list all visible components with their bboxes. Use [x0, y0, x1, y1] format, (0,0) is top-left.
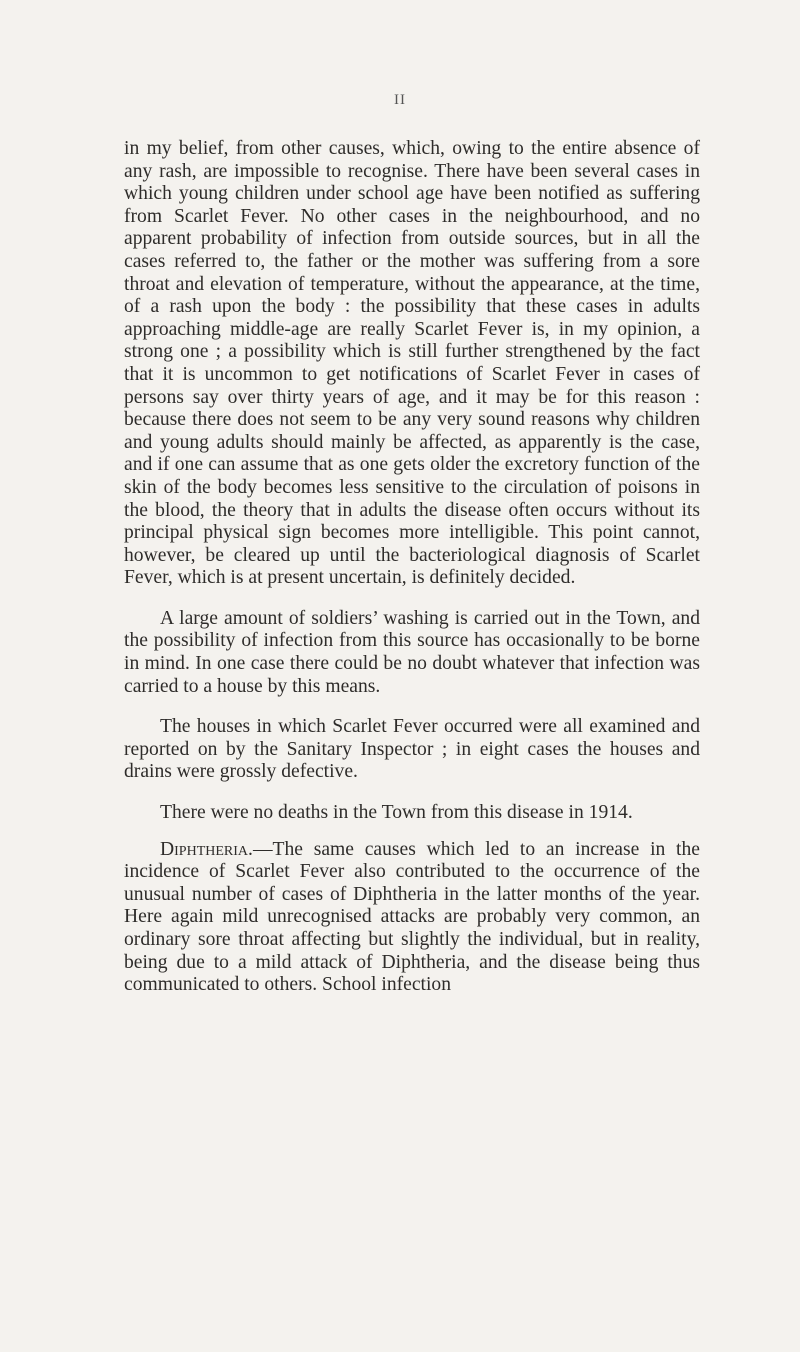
paragraph-no-deaths: There were no deaths in the Town from this disease in 1914. — [160, 802, 633, 824]
page-number: II — [394, 92, 406, 108]
paragraph-soldiers-washing: A large amount of soldiers’ washing is carried out in the Town, and the possibility of infection from this source has occasionally to be borne in mind. In one case there could be no doubt whatever that infection was carried to a house by this means. — [124, 607, 700, 697]
diphtheria-heading: Diphtheria. — [160, 838, 253, 860]
paragraph-diphtheria — [124, 839, 700, 997]
paragraph-scarlet-fever-theory: in my belief, from other causes, which, owing to the entire absence of any rash, are impossible to recognise. There have been several cases in which young children under school age have been notified as suffering from Scarlet Fever. No other cases in the neighbourhood, and no apparent probability of infection from outside sources, but in all the cases referred to, the father or the mother was suffering from a sore throat and elevation of temperature, without the appearance, at the time, of a rash upon the body : the possibility that these cases in adults approaching middle-age are really Scarlet Fever is, in my opinion, a strong one ; a possibility which is still further strengthened by the fact that it is uncommon to get notifications of Scarlet Fever in cases of persons say over thirty years of age, and it may be for this reason : because there does not seem to be any very sound reasons why children and young adults should mainly be affected, as apparently is the case, and if one can assume that as one gets older the excretory function of the skin of the body becomes less sensitive to the circulation of poisons in the blood, the theory that in adults the disease often occurs without its principal physical sign becomes more intelligible. This point cannot, however, be cleared up until the bacteriological diagnosis of Scarlet Fever, which is at present uncertain, is definitely decided. — [124, 138, 700, 589]
paragraph-houses-examined: The houses in which Scarlet Fever occurred were all examined and reported on by the Sanitary Inspector ; in eight cases the houses and drains were grossly defective. — [124, 716, 700, 783]
diphtheria-text: —The same causes which led to an increase in the incidence of Scarlet Fever also contributed to the occurrence of the unusual number of cases of Diphtheria in the latter months of the year. Here again mild unrecognised attacks are probably very common, an ordinary sore throat affecting but slightly the individual, but in reality, being due to a mild attack of Diphtheria, and the disease being thus communicated to others. School infection — [124, 838, 700, 996]
body-text — [124, 138, 700, 997]
